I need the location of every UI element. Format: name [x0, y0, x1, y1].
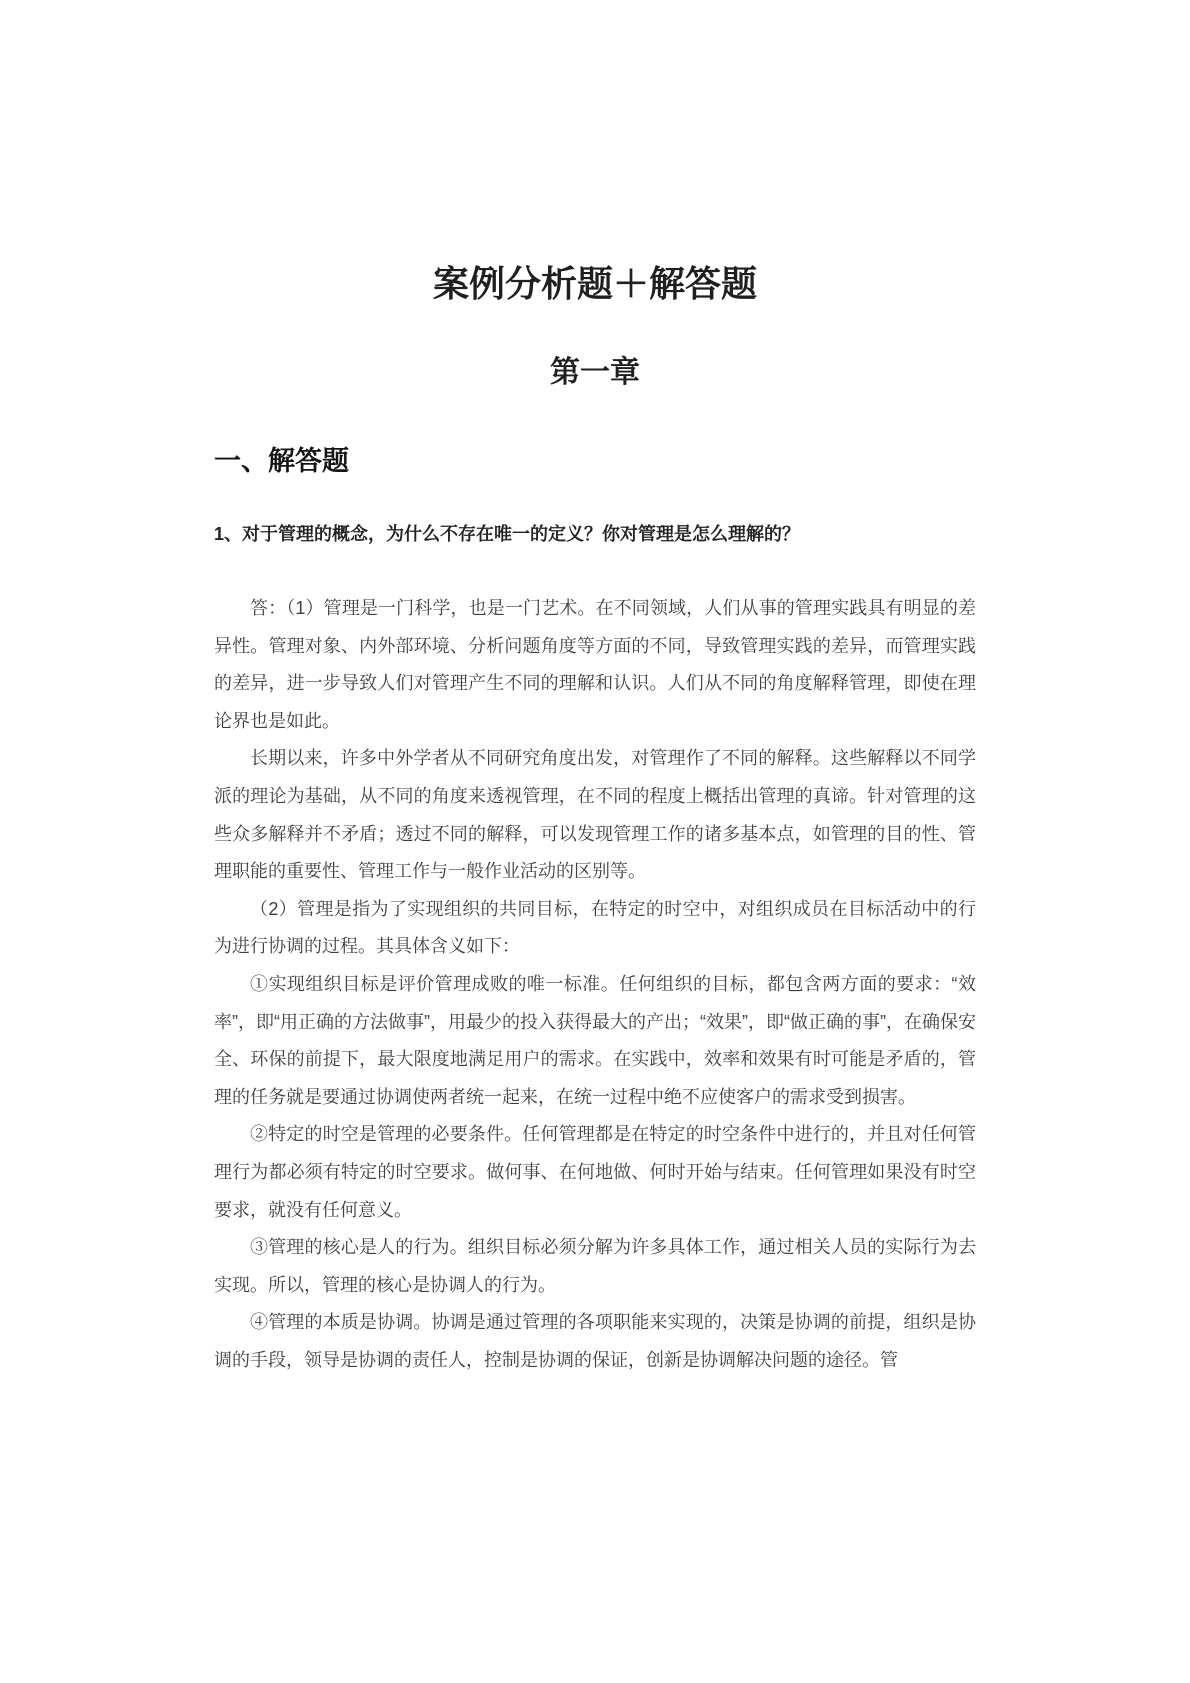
question-text: 1、对于管理的概念，为什么不存在唯一的定义？你对管理是怎么理解的？ [214, 524, 801, 544]
answer-paragraph: ①实现组织目标是评价管理成败的唯一标准。任何组织的目标，都包含两方面的要求：“效率”，即“用正确的方法做事”，用最少的投入获得最大的产出；“效果”，即“做正确的事”，在确保安全、环保的前提下，最大限度地满足用户的需求。在实践中，效率和效果有时可能是矛盾的，管理的任务就是要通过协调使两者统一起来，在统一过程中绝不应使客户的需求受到损害。 [214, 973, 976, 1107]
answer-paragraph: ③管理的核心是人的行为。组织目标必须分解为许多具体工作，通过相关人员的实际行为去实现。所以，管理的核心是协调人的行为。 [214, 1237, 976, 1295]
answer-paragraphs [214, 590, 976, 1379]
document-body [0, 444, 1190, 1379]
answer-paragraph: ④管理的本质是协调。协调是通过管理的各项职能来实现的，决策是协调的前提，组织是协调的手段，领导是协调的责任人，控制是协调的保证，创新是协调解决问题的途径。管 [214, 1312, 976, 1370]
answer-paragraph: （2）管理是指为了实现组织的共同目标，在特定的时空中，对组织成员在目标活动中的行为进行协调的过程。其具体含义如下： [214, 898, 976, 957]
section-heading: 一、解答题 [214, 446, 349, 476]
document-title: 案例分析题＋解答题 [432, 264, 757, 304]
answer-paragraph: 长期以来，许多中外学者从不同研究角度出发，对管理作了不同的解释。这些解释以不同学派的理论为基础，从不同的角度来透视管理，在不同的程度上概括出管理的真谛。针对管理的这些众多解释并不矛盾；透过不同的解释，可以发现管理工作的诸多基本点，如管理的目的性、管理职能的重要性、管理工作与一般作业活动的区别等。 [214, 748, 976, 882]
answer-paragraph: 答：（1）管理是一门科学，也是一门艺术。在不同领域，人们从事的管理实践具有明显的差异性。管理对象、内外部环境、分析问题角度等方面的不同，导致管理实践的差异，而管理实践的差异，进一步导致人们对管理产生不同的理解和认识。人们从不同的角度解释管理，即使在理论界也是如此。 [214, 598, 976, 731]
chapter-title: 第一章 [550, 356, 640, 389]
answer-paragraph: ②特定的时空是管理的必要条件。任何管理都是在特定的时空条件中进行的，并且对任何管理行为都必须有特定的时空要求。做何事、在何地做、何时开始与结束。任何管理如果没有时空要求，就没有任何意义。 [214, 1124, 976, 1220]
